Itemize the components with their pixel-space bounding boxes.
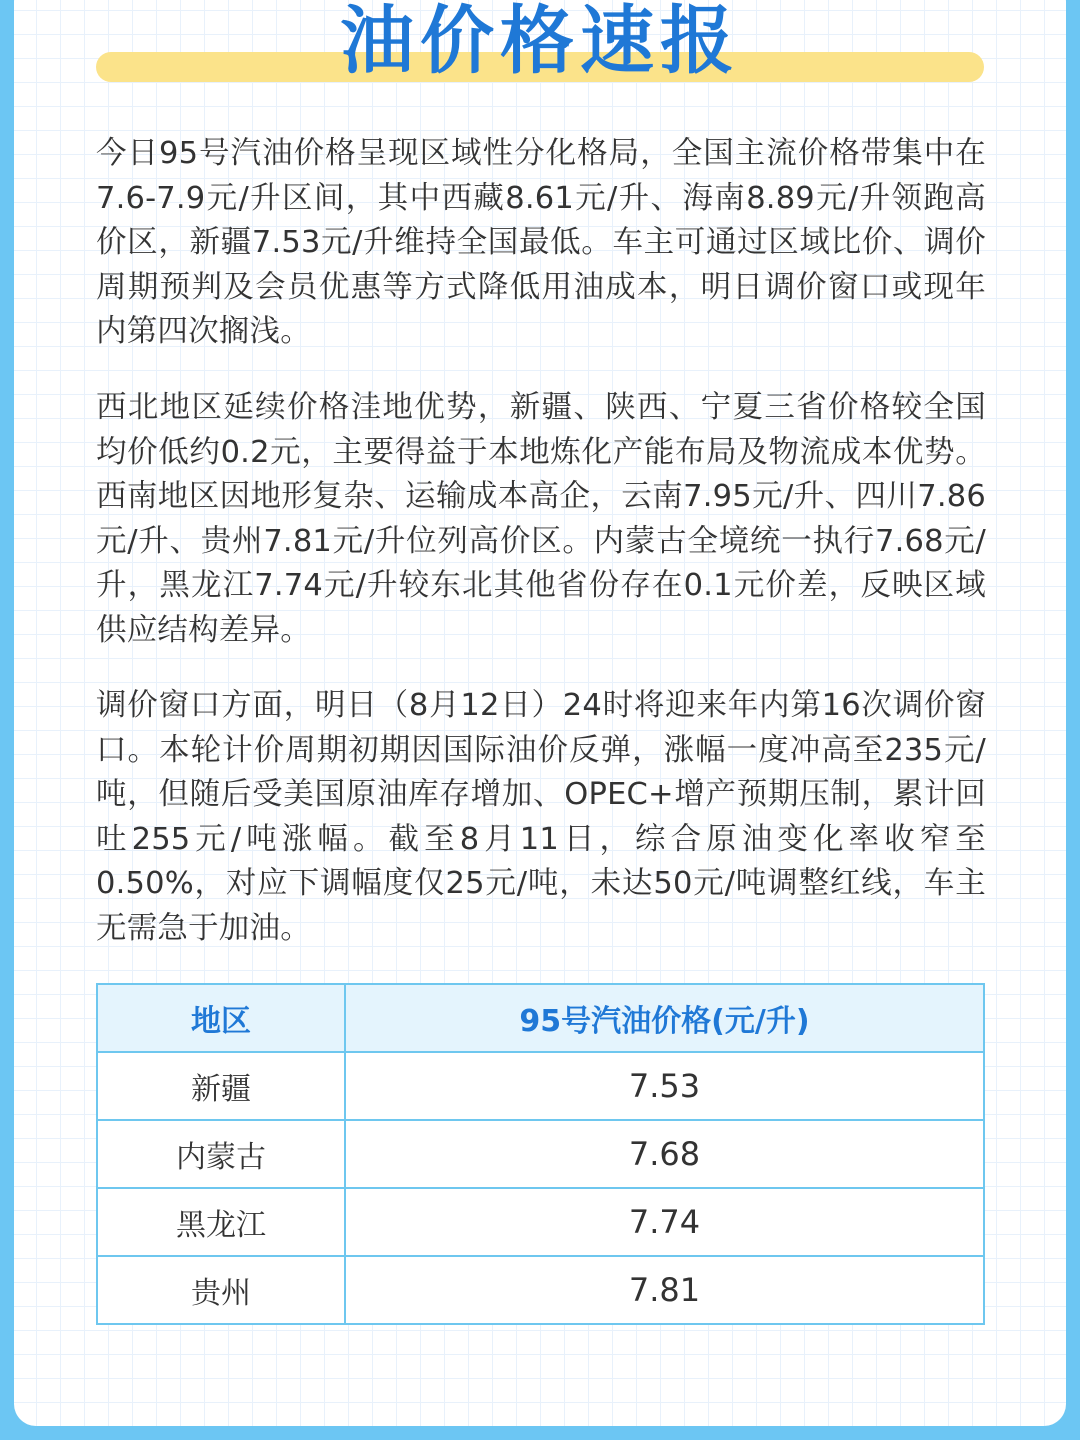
table-header-row <box>97 984 984 1052</box>
table-cell-price: 7.74 <box>345 1188 984 1256</box>
table-row <box>97 1256 984 1324</box>
table-cell-price: 7.81 <box>345 1256 984 1324</box>
table-row <box>97 1120 984 1188</box>
table-row <box>97 1188 984 1256</box>
paragraph-overview: 今日95号汽油价格呈现区域性分化格局，全国主流价格带集中在7.6-7.9元/升区间，其中西藏8.61元/升、海南8.89元/升领跑高价区，新疆7.53元/升维持全国最低。车主可通过区域比价、调价周期预判及会员优惠等方式降低用油成本，明日调价窗口或现年内第四次搁浅。 <box>96 136 986 349</box>
price-table <box>96 983 985 1325</box>
table-header-region: 地区 <box>97 984 345 1052</box>
table-cell-price: 7.53 <box>345 1052 984 1120</box>
table-header-price: 95号汽油价格(元/升) <box>345 984 984 1052</box>
table-cell-region: 黑龙江 <box>97 1188 345 1256</box>
paragraph-regional: 西北地区延续价格洼地优势，新疆、陕西、宁夏三省价格较全国均价低约0.2元，主要得益于本地炼化产能布局及物流成本优势。西南地区因地形复杂、运输成本高企，云南7.95元/升、四川7.86元/升、贵州7.81元/升位列高价区。内蒙古全境统一执行7.68元/升，黑龙江7.74元/升较东北其他省份存在0.1元价差，反映区域供应结构差异。 <box>96 390 986 648</box>
title-block <box>96 0 984 90</box>
table-cell-region: 内蒙古 <box>97 1120 345 1188</box>
table-row <box>97 1052 984 1120</box>
table-cell-price: 7.68 <box>345 1120 984 1188</box>
table-cell-region: 新疆 <box>97 1052 345 1120</box>
page-title: 油价格速报 <box>340 0 740 84</box>
table-cell-region: 贵州 <box>97 1256 345 1324</box>
paragraph-adjustment: 调价窗口方面，明日（8月12日）24时将迎来年内第16次调价窗口。本轮计价周期初期因国际油价反弹，涨幅一度冲高至235元/吨，但随后受美国原油库存增加、OPEC+增产预期压制，累计回吐255元/吨涨幅。截至8月11日，综合原油变化率收窄至0.50%，对应下调幅度仅25元/吨，未达50元/吨调整红线，车主无需急于加油。 <box>96 688 986 946</box>
